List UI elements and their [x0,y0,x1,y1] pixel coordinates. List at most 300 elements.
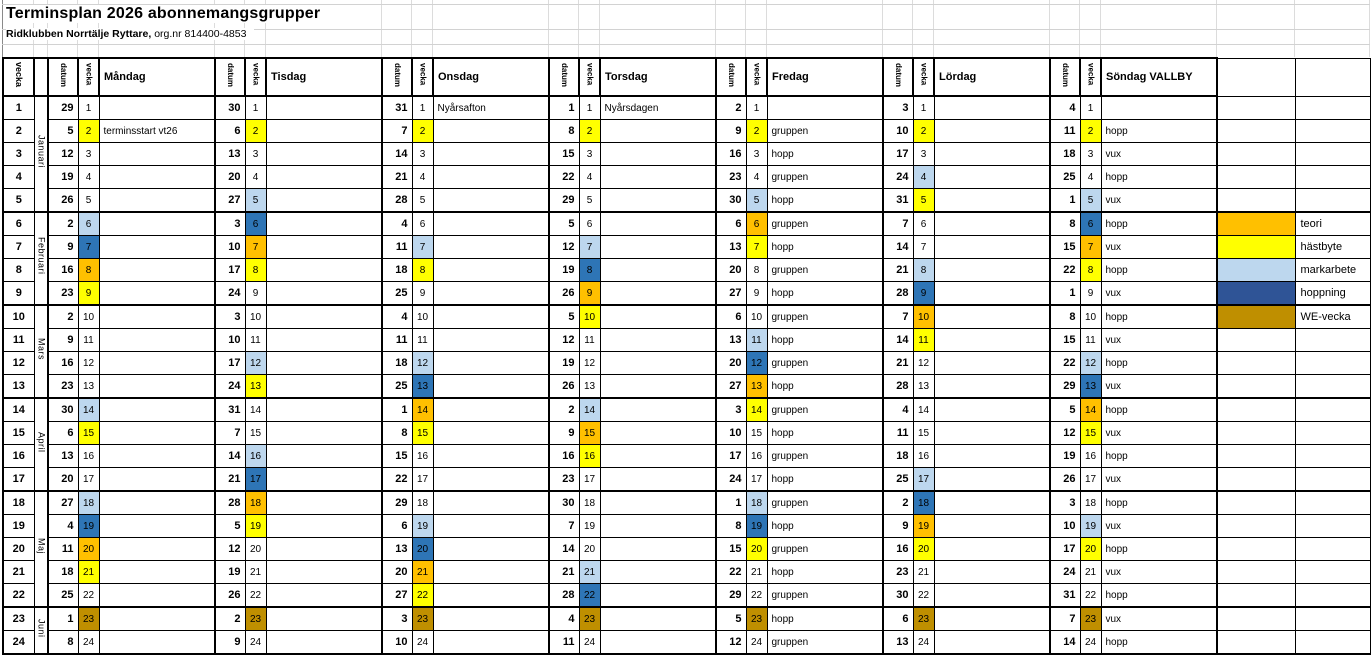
weeknum-cell: 24 [1080,631,1101,655]
legend-label [1295,329,1370,352]
legend-swatch [1217,445,1295,468]
weeknum-cell: 14 [579,398,600,422]
date-cell: 11 [382,329,412,352]
legend-swatch [1217,259,1295,282]
activity-cell [266,189,382,213]
legend-label [1295,538,1370,561]
activity-cell [600,143,716,166]
activity-cell: hopp [1101,120,1217,143]
activity-cell [600,375,716,399]
header-datum-label [716,58,746,96]
weeknum-cell: 3 [412,143,433,166]
week-row-17 [3,468,1370,492]
date-cell: 23 [716,166,746,189]
date-cell: 3 [1050,491,1080,515]
weeknum-cell: 24 [78,631,99,655]
activity-cell [600,212,716,236]
activity-cell [934,468,1050,492]
week-row-1 [3,96,1370,120]
weeknum-cell: 5 [412,189,433,213]
week-number-cell: 14 [3,398,34,422]
date-cell: 16 [883,538,913,561]
month-label-text: Juni [36,618,47,638]
activity-cell [266,375,382,399]
activity-cell: hopp [767,189,883,213]
week-number-cell: 13 [3,375,34,399]
week-row-20 [3,538,1370,561]
activity-cell: vux [1101,329,1217,352]
date-cell: 9 [48,236,78,259]
activity-cell [934,352,1050,375]
activity-cell [934,236,1050,259]
date-cell: 13 [716,236,746,259]
legend-label: markarbete [1295,259,1370,282]
activity-cell [99,236,215,259]
activity-cell [99,631,215,655]
week-row-13 [3,375,1370,399]
date-cell: 1 [48,607,78,631]
date-cell: 25 [382,375,412,399]
date-cell: 14 [883,236,913,259]
date-cell: 14 [549,538,579,561]
weeknum-cell: 17 [746,468,767,492]
legend-label [1295,515,1370,538]
date-cell: 2 [215,607,245,631]
date-cell: 19 [549,259,579,282]
week-row-15 [3,422,1370,445]
weeknum-cell: 16 [579,445,600,468]
weeknum-cell: 17 [1080,468,1101,492]
date-cell: 10 [215,236,245,259]
weeknum-cell: 7 [913,236,934,259]
activity-cell [934,120,1050,143]
week-row-21 [3,561,1370,584]
activity-cell [600,259,716,282]
weeknum-cell: 13 [913,375,934,399]
activity-cell [99,329,215,352]
activity-cell [266,422,382,445]
activity-cell: hopp [767,607,883,631]
activity-cell [99,491,215,515]
activity-cell [600,631,716,655]
weeknum-cell: 15 [78,422,99,445]
date-cell: 17 [883,143,913,166]
activity-cell [767,96,883,120]
legend-swatch [1217,375,1295,399]
weeknum-cell: 17 [245,468,266,492]
header-legend-label-col [1295,58,1370,96]
org-number: org.nr 814400-4853 [151,28,247,40]
activity-cell [266,538,382,561]
date-cell: 14 [215,445,245,468]
week-row-23 [3,607,1370,631]
weeknum-cell: 8 [579,259,600,282]
weeknum-cell: 23 [1080,607,1101,631]
activity-cell [266,561,382,584]
activity-cell: hopp [767,143,883,166]
weeknum-cell: 11 [746,329,767,352]
activity-cell [266,631,382,655]
date-cell: 20 [382,561,412,584]
activity-cell: vux [1101,468,1217,492]
activity-cell: gruppen [767,212,883,236]
legend-label: hästbyte [1295,236,1370,259]
weeknum-cell: 9 [746,282,767,306]
weeknum-cell: 7 [1080,236,1101,259]
activity-cell: hopp [767,422,883,445]
weeknum-cell: 23 [78,607,99,631]
weeknum-cell: 3 [78,143,99,166]
activity-cell [433,352,549,375]
date-cell: 12 [549,329,579,352]
weeknum-cell: 5 [1080,189,1101,213]
weeknum-cell: 6 [245,212,266,236]
weeknum-cell: 22 [245,584,266,608]
activity-cell [433,398,549,422]
weeknum-cell: 1 [412,96,433,120]
activity-cell [600,584,716,608]
activity-cell [266,329,382,352]
weeknum-cell: 1 [913,96,934,120]
activity-cell [600,491,716,515]
legend-swatch [1217,329,1295,352]
activity-cell [600,189,716,213]
date-cell: 18 [48,561,78,584]
weeknum-cell: 13 [579,375,600,399]
weeknum-cell: 4 [746,166,767,189]
date-cell: 8 [48,631,78,655]
date-cell: 18 [382,352,412,375]
date-cell: 18 [1050,143,1080,166]
activity-cell [266,143,382,166]
date-cell: 30 [716,189,746,213]
date-cell: 10 [716,422,746,445]
weeknum-cell: 8 [913,259,934,282]
date-cell: 5 [48,120,78,143]
legend-label [1295,96,1370,120]
header-vecka-label [412,58,433,96]
date-cell: 11 [1050,120,1080,143]
week-number-cell: 16 [3,445,34,468]
weeknum-cell: 15 [412,422,433,445]
weeknum-cell: 11 [579,329,600,352]
header-vecka-label [78,58,99,96]
date-cell: 16 [716,143,746,166]
legend-swatch [1217,236,1295,259]
weeknum-cell: 16 [245,445,266,468]
date-cell: 3 [215,305,245,329]
date-cell: 24 [215,375,245,399]
date-cell: 20 [48,468,78,492]
activity-cell [934,96,1050,120]
activity-cell [99,607,215,631]
activity-cell [1101,96,1217,120]
date-cell: 7 [549,515,579,538]
date-cell: 5 [549,212,579,236]
weeknum-cell: 21 [746,561,767,584]
legend-swatch [1217,491,1295,515]
activity-cell [934,143,1050,166]
header-vecka-label [913,58,934,96]
weeknum-cell: 12 [78,352,99,375]
date-cell: 10 [883,120,913,143]
legend-swatch [1217,561,1295,584]
weeknum-cell: 7 [78,236,99,259]
weeknum-cell: 9 [1080,282,1101,306]
date-cell: 8 [716,515,746,538]
header-week-label: vecka [3,58,34,96]
date-cell: 20 [716,259,746,282]
legend-swatch [1217,352,1295,375]
weeknum-cell: 12 [913,352,934,375]
activity-cell [600,422,716,445]
activity-cell: hopp [1101,352,1217,375]
activity-cell: terminsstart vt26 [99,120,215,143]
activity-cell [600,468,716,492]
header-datum-label-text: datum [727,62,736,87]
activity-cell [266,120,382,143]
activity-cell: gruppen [767,166,883,189]
activity-cell [433,120,549,143]
date-cell: 21 [215,468,245,492]
activity-cell [266,282,382,306]
week-number-cell: 6 [3,212,34,236]
weeknum-cell: 16 [913,445,934,468]
weeknum-cell: 11 [913,329,934,352]
header-datum-label [382,58,412,96]
weeknum-cell: 7 [746,236,767,259]
header-datum-label [48,58,78,96]
activity-cell [266,445,382,468]
week-number-cell: 8 [3,259,34,282]
week-row-2 [3,120,1370,143]
legend-label [1295,166,1370,189]
date-cell: 29 [48,96,78,120]
legend-swatch [1217,538,1295,561]
date-cell: 24 [1050,561,1080,584]
date-cell: 13 [48,445,78,468]
weeknum-cell: 10 [913,305,934,329]
weeknum-cell: 8 [746,259,767,282]
header-datum-label-text: datum [59,62,68,87]
weeknum-cell: 24 [913,631,934,655]
weeknum-cell: 2 [78,120,99,143]
activity-cell: gruppen [767,120,883,143]
weeknum-cell: 5 [245,189,266,213]
activity-cell: hopp [1101,259,1217,282]
date-cell: 2 [883,491,913,515]
date-cell: 23 [549,468,579,492]
weeknum-cell: 13 [245,375,266,399]
date-cell: 1 [716,491,746,515]
date-cell: 10 [215,329,245,352]
activity-cell: hopp [1101,166,1217,189]
weeknum-cell: 2 [746,120,767,143]
activity-cell [934,166,1050,189]
date-cell: 22 [382,468,412,492]
club-name: Ridklubben Norrtälje Ryttare, [6,28,152,40]
weeknum-cell: 9 [412,282,433,306]
activity-cell [433,561,549,584]
date-cell: 4 [883,398,913,422]
activity-cell [99,96,215,120]
activity-cell [600,445,716,468]
activity-cell [433,259,549,282]
activity-cell: hopp [1101,584,1217,608]
week-number-cell: 7 [3,236,34,259]
activity-cell: hopp [1101,491,1217,515]
weeknum-cell: 3 [579,143,600,166]
date-cell: 7 [382,120,412,143]
date-cell: 3 [215,212,245,236]
weeknum-cell: 23 [412,607,433,631]
activity-cell: vux [1101,515,1217,538]
date-cell: 4 [48,515,78,538]
date-cell: 6 [382,515,412,538]
date-cell: 27 [716,282,746,306]
header-vecka-label-text: vecka [919,63,929,86]
activity-cell [99,445,215,468]
week-row-11 [3,329,1370,352]
date-cell: 29 [1050,375,1080,399]
legend-label [1295,584,1370,608]
header-row [3,58,1370,96]
date-cell: 7 [215,422,245,445]
month-label-juni [34,607,48,654]
week-number-cell: 21 [3,561,34,584]
date-cell: 17 [1050,538,1080,561]
date-cell: 27 [716,375,746,399]
legend-label [1295,189,1370,213]
weeknum-cell: 11 [412,329,433,352]
activity-cell [433,631,549,655]
legend-label [1295,631,1370,655]
weeknum-cell: 4 [245,166,266,189]
weeknum-cell: 24 [245,631,266,655]
activity-cell [433,445,549,468]
weeknum-cell: 4 [412,166,433,189]
weeknum-cell: 22 [579,584,600,608]
weeknum-cell: 13 [78,375,99,399]
date-cell: 31 [1050,584,1080,608]
month-label-maj [34,491,48,607]
weeknum-cell: 14 [245,398,266,422]
week-row-24 [3,631,1370,655]
date-cell: 1 [1050,189,1080,213]
activity-cell [99,166,215,189]
weeknum-cell: 19 [412,515,433,538]
date-cell: 14 [382,143,412,166]
date-cell: 21 [549,561,579,584]
date-cell: 1 [1050,282,1080,306]
date-cell: 11 [48,538,78,561]
date-cell: 2 [48,305,78,329]
date-cell: 2 [48,212,78,236]
activity-cell: hopp [1101,398,1217,422]
legend-swatch [1217,607,1295,631]
activity-cell [433,329,549,352]
weeknum-cell: 17 [579,468,600,492]
weeknum-cell: 8 [1080,259,1101,282]
header-vecka-label-text: vecka [84,63,94,86]
date-cell: 30 [48,398,78,422]
week-row-9 [3,282,1370,306]
date-cell: 19 [1050,445,1080,468]
date-cell: 15 [1050,329,1080,352]
legend-swatch [1217,143,1295,166]
date-cell: 23 [48,282,78,306]
activity-cell [934,189,1050,213]
date-cell: 29 [382,491,412,515]
weeknum-cell: 20 [78,538,99,561]
weeknum-cell: 18 [579,491,600,515]
date-cell: 12 [549,236,579,259]
date-cell: 6 [716,305,746,329]
weeknum-cell: 18 [245,491,266,515]
weeknum-cell: 9 [913,282,934,306]
date-cell: 5 [1050,398,1080,422]
weeknum-cell: 14 [412,398,433,422]
header-day-5: Fredag [767,58,883,96]
legend-label [1295,120,1370,143]
activity-cell: hopp [1101,538,1217,561]
date-cell: 13 [883,631,913,655]
activity-cell [934,445,1050,468]
activity-cell [934,259,1050,282]
weeknum-cell: 15 [1080,422,1101,445]
activity-cell [266,398,382,422]
legend-label [1295,398,1370,422]
weeknum-cell: 17 [913,468,934,492]
date-cell: 4 [382,305,412,329]
weeknum-cell: 12 [746,352,767,375]
date-cell: 31 [382,96,412,120]
activity-cell [99,352,215,375]
weeknum-cell: 16 [746,445,767,468]
activity-cell [934,375,1050,399]
date-cell: 16 [48,259,78,282]
weeknum-cell: 20 [412,538,433,561]
activity-cell [934,422,1050,445]
activity-cell: vux [1101,143,1217,166]
date-cell: 15 [716,538,746,561]
weeknum-cell: 19 [746,515,767,538]
activity-cell [934,538,1050,561]
weeknum-cell: 10 [78,305,99,329]
legend-label: teori [1295,212,1370,236]
weeknum-cell: 5 [579,189,600,213]
weeknum-cell: 12 [579,352,600,375]
header-datum-label-text: datum [560,62,569,87]
date-cell: 6 [215,120,245,143]
date-cell: 10 [1050,515,1080,538]
activity-cell [934,631,1050,655]
activity-cell [433,166,549,189]
weeknum-cell: 15 [245,422,266,445]
week-row-5 [3,189,1370,213]
weeknum-cell: 4 [913,166,934,189]
weeknum-cell: 23 [913,607,934,631]
weeknum-cell: 2 [1080,120,1101,143]
activity-cell [99,282,215,306]
week-row-14 [3,398,1370,422]
activity-cell [99,538,215,561]
weeknum-cell: 24 [746,631,767,655]
legend-label [1295,445,1370,468]
legend-swatch [1217,189,1295,213]
date-cell: 30 [215,96,245,120]
legend-swatch [1217,422,1295,445]
